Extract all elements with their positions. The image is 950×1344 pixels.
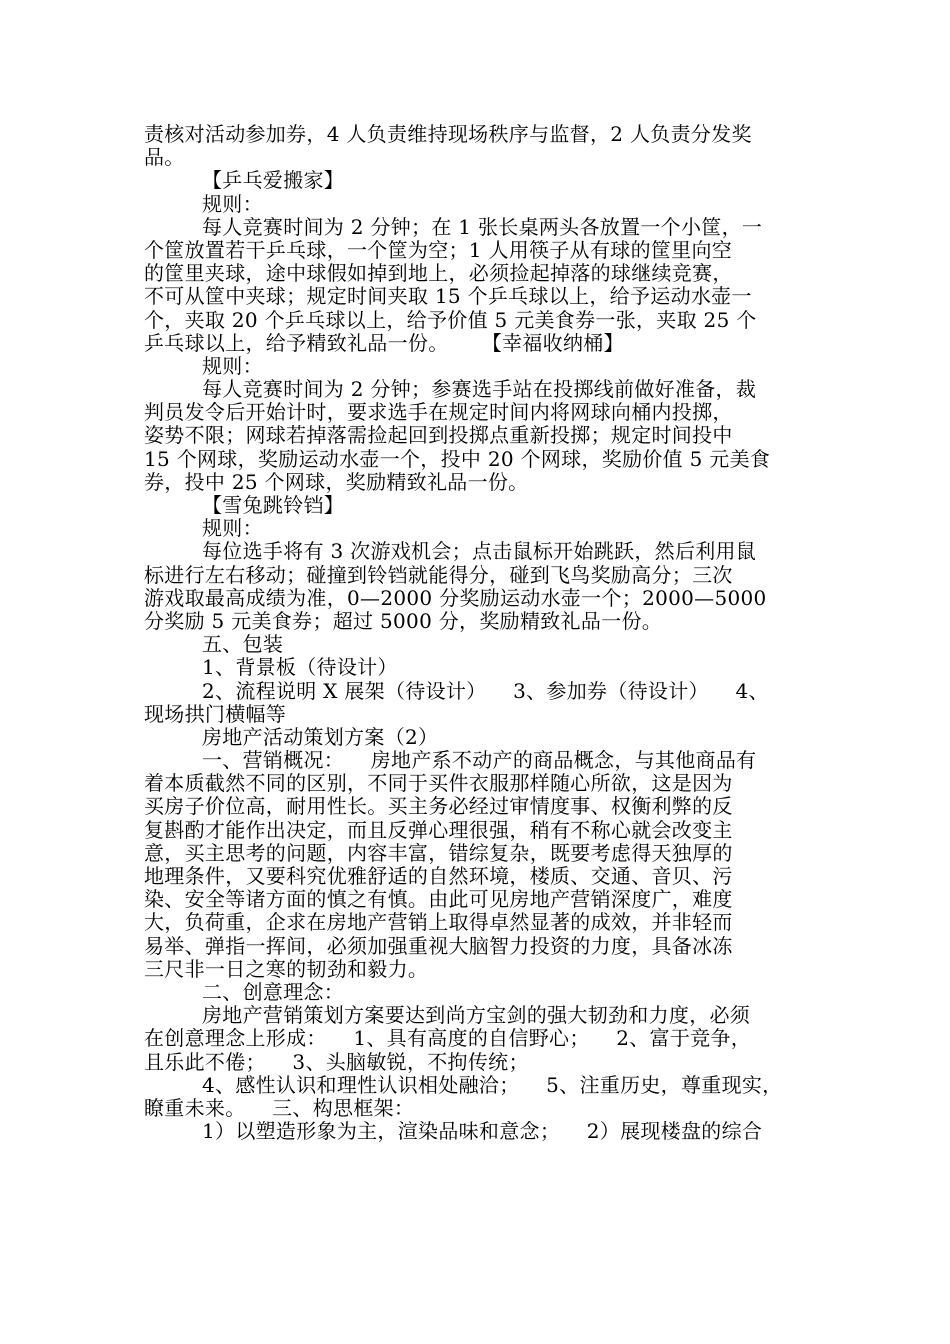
text-line: 不可从筐中夹球；规定时间夹取 15 个乒乓球以上，给予运动水壶一 — [144, 284, 752, 309]
text-line: 大，负荷重，企求在房地产营销上取得卓然显著的成效，并非轻而 — [144, 910, 733, 935]
rules-label: 规则： — [202, 353, 263, 378]
text-line: 个筐放置若干乒乓球，一个筐为空；1 人用筷子从有球的筐里向空 — [144, 237, 733, 262]
text-line: 染、安全等诸方面的慎之有慎。由此可见房地产营销深度广，难度 — [144, 887, 733, 912]
rules-label: 规则： — [202, 516, 263, 541]
list-item: 1、背景板（待设计） — [202, 655, 398, 680]
text-line: 易举、弹指一挥间，必须加强重视大脑智力投资的力度，具备冰冻 — [144, 933, 733, 958]
section-heading: 【雪兔跳铃铛】 — [202, 493, 345, 517]
text-line: 每人竞赛时间为 2 分钟；在 1 张长桌两头各放置一个小筐，一 — [202, 214, 763, 239]
text-line: 个，夹取 20 个乒乓球以上，给予价值 5 元美食券一张，夹取 25 个 — [144, 307, 757, 332]
text-line: 房地产营销策划方案要达到尚方宝剑的强大韧劲和力度，必须 — [202, 1003, 751, 1028]
text-line: 买房子价位高，耐用性长。买主务必经过审情度事、权衡利弊的反 — [144, 794, 733, 819]
text-line: 且乐此不倦； 3、头脑敏锐，不拘传统； — [144, 1049, 529, 1074]
text-line: 15 个网球，奖励运动水壶一个，投中 20 个网球，奖励价值 5 元美食 — [144, 446, 771, 471]
list-item: 2、流程说明 X 展架（待设计） 3、参加券（待设计） 4、 — [202, 678, 769, 703]
text-line: 意，买主思考的问题，内容丰富，错综复杂，既要考虑得天独厚的 — [144, 840, 733, 865]
text-line: 每人竞赛时间为 2 分钟；参赛选手站在投掷线前做好准备，裁 — [202, 377, 757, 402]
text-line: 地理条件，又要科究优雅舒适的自然环境，楼质、交通、音贝、污 — [144, 864, 733, 888]
text-line: 券，投中 25 个网球，奖励精致礼品一份。 — [144, 469, 529, 494]
text-line: 瞭重未来。 三、构思框架： — [144, 1095, 415, 1120]
text-line: 每位选手将有 3 次游戏机会；点击鼠标开始跳跃，然后利用鼠 — [202, 539, 757, 564]
text-line: 三尺非一日之寒的韧劲和毅力。 — [144, 956, 429, 981]
text-line: 复斟酌才能作出决定，而且反弹心理很强，稍有不称心就会改变主 — [144, 817, 733, 842]
text-line: 一、营销概况： 房地产系不动产的商品概念，与其他商品有 — [202, 748, 757, 773]
text-line: 游戏取最高成绩为准，0—2000 分奖励运动水壶一个；2000—5000 — [144, 585, 767, 610]
text-line: 在创意理念上形成： 1、具有高度的自信野心； 2、富于竞争， — [144, 1026, 752, 1051]
text-line: 现场拱门横幅等 — [144, 701, 287, 726]
text-line: 品。 — [144, 145, 185, 170]
text-line: 责核对活动参加券，4 人负责维持现场秩序与监督，2 人负责分发奖 — [144, 122, 752, 146]
text-line: 分奖励 5 元美食券；超过 5000 分，奖励精致礼品一份。 — [144, 608, 663, 633]
document-page — [144, 123, 809, 1143]
rules-label: 规则： — [202, 191, 263, 216]
text-line: 乒乓球以上，给予精致礼品一份。 【幸福收纳桶】 — [144, 330, 624, 355]
section-heading: 【乒乓爱搬家】 — [202, 168, 345, 193]
text-line: 1）以塑造形象为主，渲染品味和意念； 2）展现楼盘的综合 — [202, 1119, 763, 1144]
text-line: 着本质截然不同的区别，不同于买件衣服那样随心所欲，这是因为 — [144, 771, 733, 796]
document-title: 房地产活动策划方案（2） — [202, 724, 439, 749]
text-line: 标进行左右移动；碰撞到铃铛就能得分，碰到飞鸟奖励高分；三次 — [144, 562, 733, 587]
text-line: 的筐里夹球，途中球假如掉到地上，必须捡起掉落的球继续竞赛， — [144, 261, 733, 286]
section-heading: 五、包装 — [202, 632, 284, 657]
section-heading: 二、创意理念： — [202, 979, 345, 1004]
text-line: 判员发令后开始计时，要求选手在规定时间内将网球向桶内投掷， — [144, 400, 733, 425]
text-line: 姿势不限；网球若掉落需捡起回到投掷点重新投掷；规定时间投中 — [144, 423, 733, 448]
text-line: 4、感性认识和理性认识相处融洽； 5、注重历史，尊重现实， — [202, 1072, 783, 1097]
